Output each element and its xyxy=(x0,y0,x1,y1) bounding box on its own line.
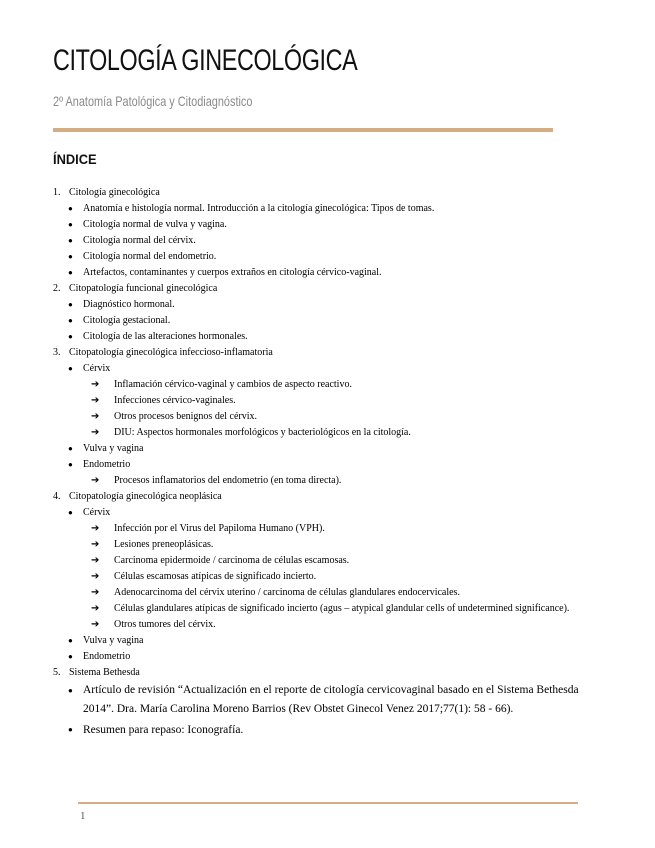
toc-item-level-3 xyxy=(53,601,613,617)
toc-item-text: Otros tumores del cérvix. xyxy=(114,619,216,630)
toc-item-level-2 xyxy=(53,217,613,233)
bullet-icon: ● xyxy=(68,508,73,517)
arrow-right-icon: ➔ xyxy=(91,523,100,534)
bullet-icon: ● xyxy=(68,316,73,325)
page-number: 1 xyxy=(80,810,86,822)
toc-item-text: Infección por el Virus del Papiloma Humano (VPH). xyxy=(114,523,325,534)
bullet-icon: ● xyxy=(68,332,73,341)
toc-item-text: Citopatología ginecológica infeccioso-inflamatoria xyxy=(69,347,273,358)
arrow-right-icon: ➔ xyxy=(91,571,100,582)
toc-item-text: Inflamación cérvico-vaginal y cambios de aspecto reactivo. xyxy=(114,379,352,390)
arrow-right-icon: ➔ xyxy=(91,587,100,598)
toc-item-level-2 xyxy=(53,681,613,700)
bullet-icon: ● xyxy=(68,236,73,245)
toc-item-text: DIU: Aspectos hormonales morfológicos y bacteriológicos en la citología. xyxy=(114,427,411,438)
toc-item-text: Vulva y vagina xyxy=(83,443,144,454)
toc-item-text: Artefactos, contaminantes y cuerpos extraños en citología cérvico-vaginal. xyxy=(83,267,382,278)
toc-item-text: Células glandulares atípicas de significado incierto (agus – atypical glandular cells of undetermined significance). xyxy=(114,603,570,614)
toc-item-text: Resumen para repaso: Iconografía. xyxy=(83,724,244,736)
arrow-right-icon: ➔ xyxy=(91,379,100,390)
toc-item-level-1 xyxy=(53,665,613,681)
toc-item-text: Otros procesos benignos del cérvix. xyxy=(114,411,258,422)
toc-item-text: Adenocarcinoma del cérvix uterino / carcinoma de células glandulares endocervicales. xyxy=(114,587,460,598)
list-number: 3. xyxy=(53,347,61,358)
arrow-right-icon: ➔ xyxy=(91,603,100,614)
toc-item-level-3 xyxy=(53,553,613,569)
toc-item-level-2 xyxy=(53,233,613,249)
toc-item-level-3 xyxy=(53,569,613,585)
list-number: 5. xyxy=(53,667,61,678)
toc-item-text: Citología gestacional. xyxy=(83,315,171,326)
arrow-right-icon: ➔ xyxy=(91,619,100,630)
toc-item-text: Citología normal del cérvix. xyxy=(83,235,196,246)
toc-item-text: Carcinoma epidermoide / carcinoma de células escamosas. xyxy=(114,555,350,566)
toc-item-text: Citología normal de vulva y vagina. xyxy=(83,219,227,230)
toc-item-level-2 xyxy=(53,361,613,377)
toc-item-text: Cérvix xyxy=(83,363,111,374)
bullet-icon: ● xyxy=(68,460,73,469)
bullet-icon: ● xyxy=(68,444,73,453)
toc-item-level-3 xyxy=(53,585,613,601)
toc-item-text: Cérvix xyxy=(83,507,111,518)
toc-item-level-3 xyxy=(53,393,613,409)
toc-item-text: Citopatología funcional ginecológica xyxy=(69,283,218,294)
toc-item-level-2 xyxy=(53,441,613,457)
bullet-icon: ● xyxy=(68,252,73,261)
toc-item-level-3 xyxy=(53,473,613,489)
toc-item-level-3 xyxy=(53,377,613,393)
document-subtitle: 2º Anatomía Patológica y Citodiagnóstico xyxy=(53,93,253,109)
toc-item-text: Sistema Bethesda xyxy=(69,667,140,678)
toc-item-level-3 xyxy=(53,425,613,441)
toc-item-level-2 xyxy=(53,329,613,345)
toc-item-level-2 xyxy=(53,201,613,217)
table-of-contents xyxy=(53,185,613,741)
footer-divider xyxy=(78,802,578,804)
bullet-icon: ● xyxy=(68,300,73,309)
arrow-right-icon: ➔ xyxy=(91,411,100,422)
toc-item-level-2 xyxy=(53,719,613,741)
bullet-icon: ● xyxy=(68,268,73,277)
bullet-icon: ● xyxy=(68,652,73,661)
toc-item-level-3 xyxy=(53,521,613,537)
bullet-icon: ● xyxy=(68,364,73,373)
toc-item-level-1 xyxy=(53,345,613,361)
toc-item-level-2 xyxy=(53,249,613,265)
arrow-right-icon: ➔ xyxy=(91,539,100,550)
toc-item-text: Anatomía e histología normal. Introducción a la citología ginecológica: Tipos de tomas. xyxy=(83,203,435,214)
toc-item-text: Citología de las alteraciones hormonales. xyxy=(83,331,248,342)
index-heading: ÍNDICE xyxy=(53,151,97,167)
toc-item-text: Infecciones cérvico-vaginales. xyxy=(114,395,236,406)
toc-item-level-2 xyxy=(53,700,613,719)
header-divider xyxy=(53,128,553,132)
toc-item-text: Células escamosas atípicas de significado incierto. xyxy=(114,571,317,582)
toc-item-level-2 xyxy=(53,649,613,665)
toc-item-text: Vulva y vagina xyxy=(83,635,144,646)
toc-item-level-1 xyxy=(53,185,613,201)
bullet-icon: ● xyxy=(68,636,73,645)
document-title: CITOLOGÍA GINECOLÓGICA xyxy=(53,44,358,77)
list-number: 4. xyxy=(53,491,61,502)
toc-item-level-2 xyxy=(53,505,613,521)
list-number: 2. xyxy=(53,283,61,294)
toc-item-text: Citopatología ginecológica neoplásica xyxy=(69,491,222,502)
bullet-icon: ● xyxy=(68,204,73,213)
toc-item-text: Citología ginecológica xyxy=(69,187,160,198)
bullet-icon: ● xyxy=(68,686,73,695)
toc-item-text: Endometrio xyxy=(83,459,131,470)
list-number: 1. xyxy=(53,187,61,198)
bullet-icon: ● xyxy=(68,220,73,229)
toc-item-level-1 xyxy=(53,489,613,505)
toc-item-level-2 xyxy=(53,297,613,313)
toc-item-text: Endometrio xyxy=(83,651,131,662)
arrow-right-icon: ➔ xyxy=(91,475,100,486)
toc-item-level-2 xyxy=(53,633,613,649)
toc-item-level-3 xyxy=(53,537,613,553)
toc-item-text: Artículo de revisión “Actualización en el reporte de citología cervicovaginal basado en el Sistema Bethesda xyxy=(83,684,579,696)
arrow-right-icon: ➔ xyxy=(91,555,100,566)
toc-item-text: Diagnóstico hormonal. xyxy=(83,299,175,310)
toc-item-text: 2014”. Dra. María Carolina Moreno Barrios (Rev Obstet Ginecol Venez 2017;77(1): 58 - 66). xyxy=(83,703,514,715)
toc-item-text: Lesiones preneoplásicas. xyxy=(114,539,214,550)
toc-item-text: Procesos inflamatorios del endometrio (en toma directa). xyxy=(114,475,342,486)
arrow-right-icon: ➔ xyxy=(91,427,100,438)
bullet-icon: ● xyxy=(68,725,73,734)
toc-item-level-2 xyxy=(53,265,613,281)
arrow-right-icon: ➔ xyxy=(91,395,100,406)
toc-item-level-2 xyxy=(53,313,613,329)
toc-item-level-3 xyxy=(53,617,613,633)
toc-item-level-2 xyxy=(53,457,613,473)
toc-item-text: Citología normal del endometrio. xyxy=(83,251,217,262)
toc-item-level-1 xyxy=(53,281,613,297)
toc-item-level-3 xyxy=(53,409,613,425)
